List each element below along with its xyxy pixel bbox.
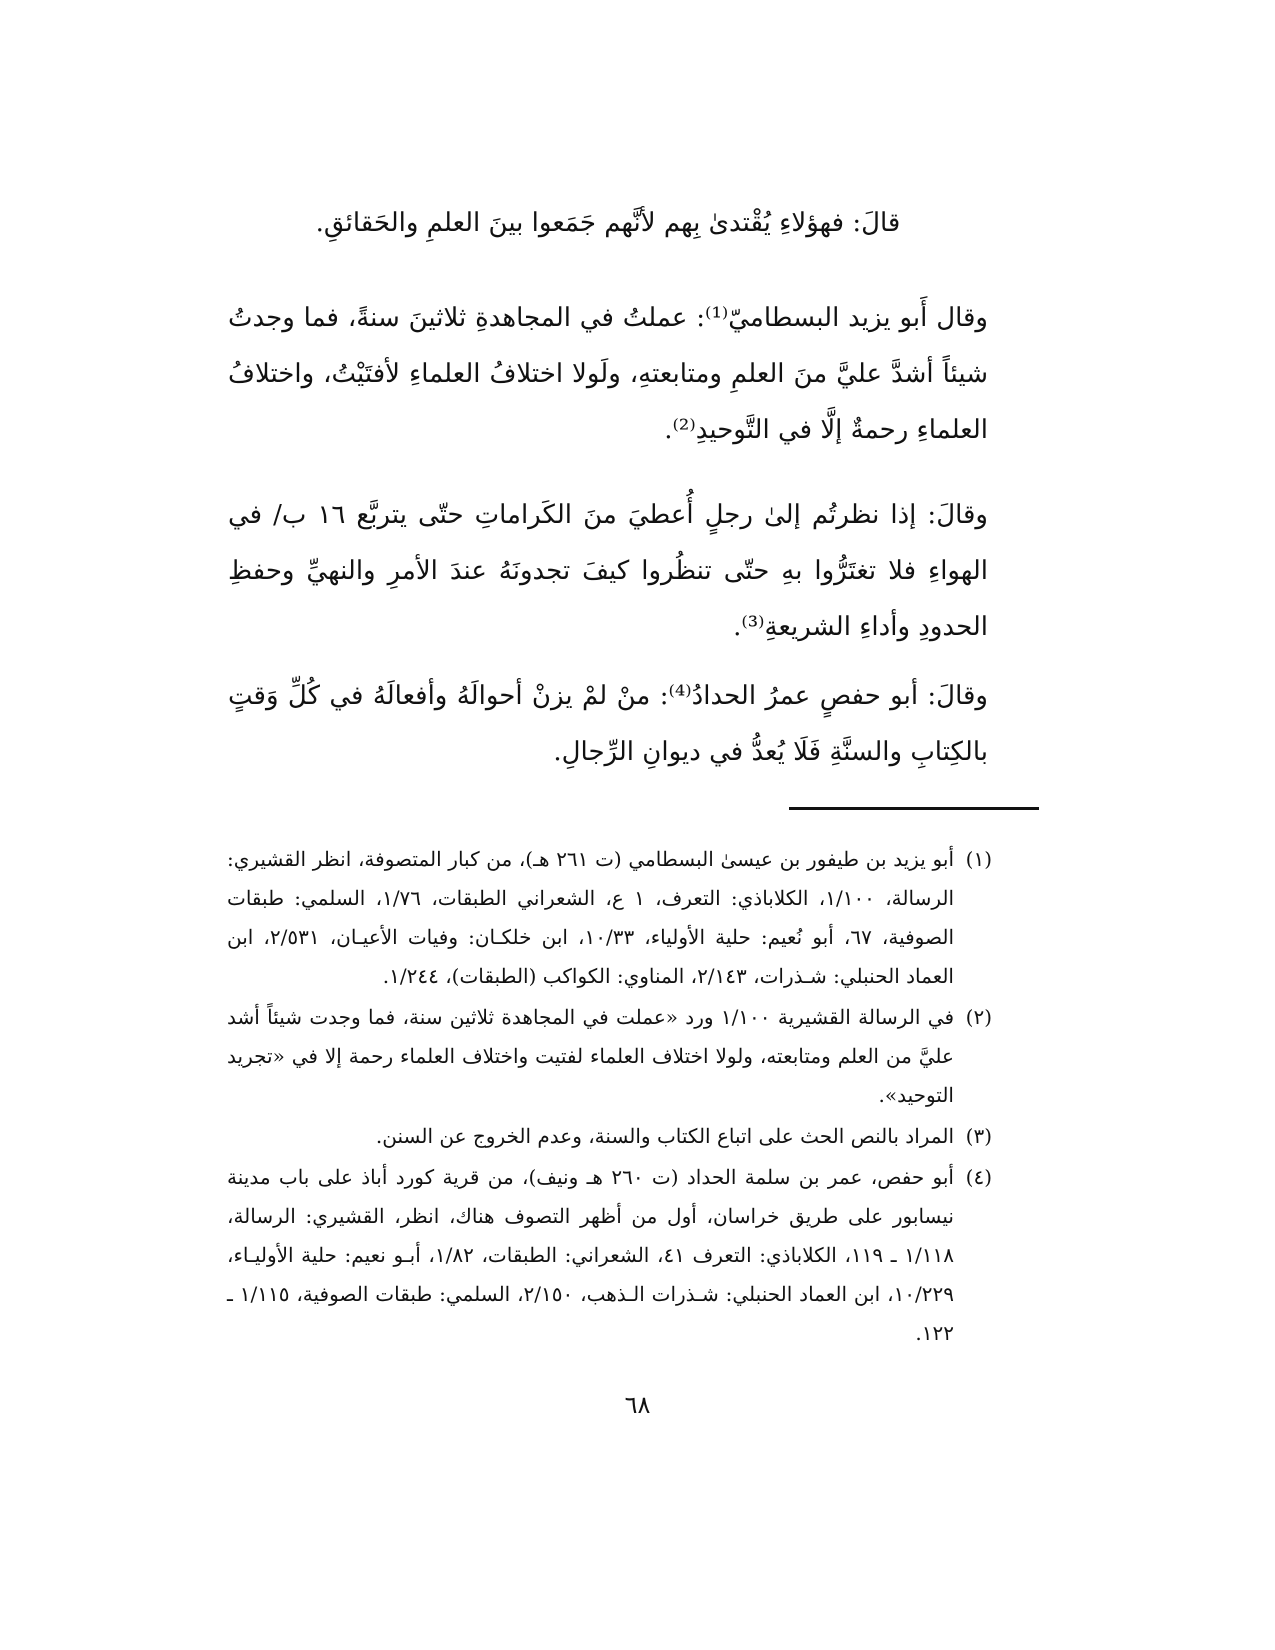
- footnote-number: (٤): [965, 1165, 992, 1189]
- footnote-text: أبو يزيد بن طيفور بن عيسىٰ البسطامي (ت ٢٦١ هـ)، من كبار المتصوفة، انظر القشيري: الرسالة، ١/١٠٠، الكلاباذي: التعرف، ١ ع، الشعراني الطبقات، ١/٧٦، السلمي: طبقات الصوفية، ٦٧، أبو نُعيم: حلية الأولياء، ١٠/٣٣، ابن خلكـان: وفيات الأعيـان، ٢/٥٣١، ابن العماد الحنبلي: شـذرات، ٢/١٤٣، المناوي: الكواكب (الطبقات)، ١/٢٤٤.: [227, 847, 955, 988]
- paragraph-1: قالَ: فهؤلاءِ يُقْتدىٰ بِهم لأنَّهم جَمَعوا بينَ العلمِ والحَقائقِ.: [315, 208, 901, 238]
- footnote-1: [227, 840, 992, 996]
- footnote-separator: [789, 807, 1039, 810]
- footnote-text: أبو حفص، عمر بن سلمة الحداد (ت ٢٦٠ هـ ونيف)، من قرية كورد أباذ على باب مدينة نيسابور على طريق خراسان، أول من أظهر التصوف هناك، انظر، القشيري: الرسالة، ١/١١٨ ـ ١١٩، الكلاباذي: التعرف ٤١، الشعراني: الطبقات، ١/٨٢، أبـو نعيم: حلية الأوليـاء، ١٠/٢٢٩، ابن العماد الحنبلي: شـذرات الـذهب، ٢/١٥٠، السلمي: طبقات الصوفية، ١/١١٥ ـ ١٢٢.: [227, 1165, 955, 1345]
- footnote-2: [227, 998, 992, 1115]
- paragraph-2: وقال أَبو يزيد البسطاميّ⁽¹⁾: عملتُ في المجاهدةِ ثلاثينَ سنةً، فما وجدتُ شيئاً أشدَّ عليَّ منَ العلمِ ومتابعتهِ، ولَولا اختلافُ العلماءِ لأفتَيْتُ، واختلافُ العلماءِ رحمةٌ إلَّا في التَّوحيدِ⁽²⁾.: [228, 303, 988, 445]
- page-number: ٦٨: [624, 1391, 651, 1419]
- paragraph-4: وقالَ: أبو حفصٍ عمرُ الحدادُ⁽⁴⁾: منْ لمْ يزنْ أحوالَهُ وأفعالَهُ في كُلِّ وَقتٍ بالكِتابِ والسنَّةِ فَلَا يُعدُّ في ديوانِ الرِّجالِ.: [228, 681, 988, 767]
- footnote-number: (٢): [965, 1005, 992, 1029]
- footnote-text: المراد بالنص الحث على اتباع الكتاب والسنة، وعدم الخروج عن السنن.: [375, 1124, 954, 1148]
- paragraph-3: وقالَ: إذا نظرتُم إلىٰ رجلٍ أُعطيَ منَ الكَراماتِ حتّى يتربَّع ١٦ ب/ في الهواءِ فلا تغتَرُّوا بهِ حتّى تنظُروا كيفَ تجدونَهُ عندَ الأمرِ والنهيِّ وحفظِ الحدودِ وأداءِ الشريعةِ⁽³⁾.: [228, 500, 988, 642]
- footnote-number: (٣): [965, 1124, 992, 1148]
- footnote-3: [227, 1117, 992, 1156]
- footnotes-list: [227, 840, 992, 1355]
- footnote-number: (١): [965, 847, 992, 871]
- footnote-text: في الرسالة القشيرية ١/١٠٠ ورد «عملت في المجاهدة ثلاثين سنة، فما وجدت شيئاً أشد عليَّ من العلم ومتابعته، ولولا اختلاف العلماء لفتيت واختلاف العلماء رحمة إلا في «تجريد التوحيد».: [227, 1005, 955, 1107]
- footnote-4: [227, 1158, 992, 1353]
